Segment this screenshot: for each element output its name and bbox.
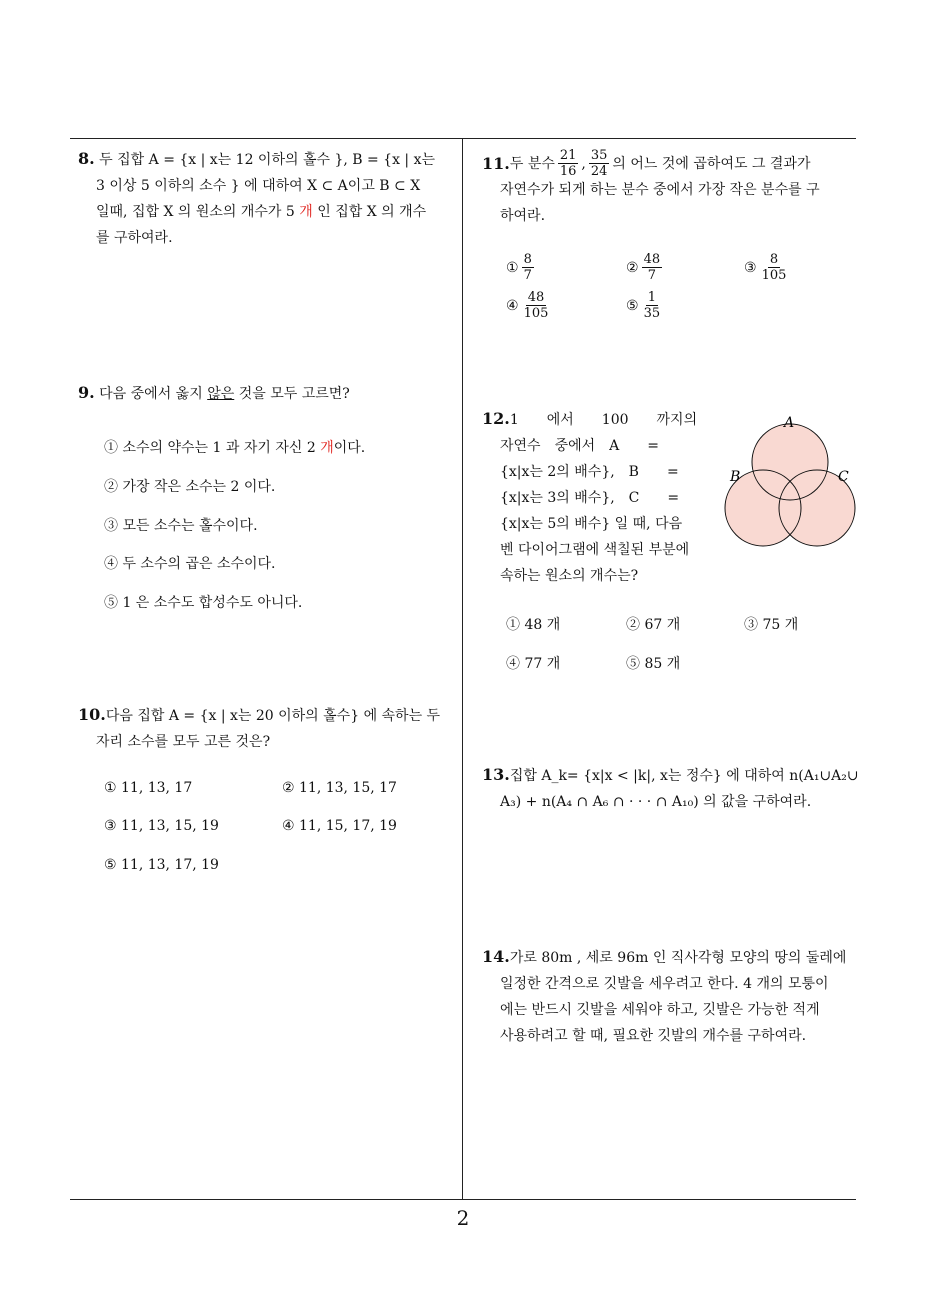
option-1[interactable]: ① $\frac{8}{7}$ — [506, 252, 532, 283]
question-text: 의 어느 것에 곱하여도 그 결과가 — [612, 155, 811, 172]
question-number: 14. — [482, 947, 510, 966]
question-text: 다음 집합 A = {x | x는 20 이하의 홀수} 에 속하는 두 — [105, 708, 441, 724]
option-1[interactable]: ① 11, 13, 17 — [104, 780, 193, 796]
option-3[interactable]: ③ 75 개 — [744, 617, 799, 633]
question-text: 사용하려고 할 때, 필요한 깃발의 개수를 구하여라. — [500, 1028, 807, 1044]
option-3[interactable]: ③ 모든 소수는 홀수이다. — [104, 518, 258, 534]
venn-shaded-regions — [725, 424, 855, 546]
question-number: 8. — [78, 149, 95, 168]
top-rule — [70, 138, 856, 139]
option-2[interactable]: ② 11, 13, 15, 17 — [282, 780, 397, 796]
question-text: 두 집합 A = {x | x는 12 이하의 홀수 }, B = {x | x는 — [99, 152, 436, 168]
venn-label-a: A — [784, 415, 795, 431]
option-2[interactable]: ② $\frac{48}{7}$ — [626, 252, 661, 283]
highlight-text: 개 — [320, 440, 334, 456]
question-text: 자연수가 되게 하는 분수 중에서 가장 작은 분수를 구 — [500, 182, 820, 198]
page-number: 2 — [456, 1206, 470, 1230]
fraction: $\frac{35}{24}$ — [590, 148, 608, 179]
underlined-text: 않은 — [207, 386, 235, 402]
question-text: 가로 80m , 세로 96m 인 직사각형 모양의 땅의 둘레에 — [509, 950, 847, 966]
option-4[interactable]: ④ $\frac{48}{105}$ — [506, 290, 549, 321]
venn-label-c: C — [838, 469, 849, 485]
question-8 — [78, 146, 458, 251]
option-4[interactable]: ④ 11, 15, 17, 19 — [282, 818, 397, 834]
question-10 — [78, 702, 458, 755]
option-2[interactable]: ② 67 개 — [626, 617, 681, 633]
question-9 — [78, 380, 458, 407]
option-2[interactable]: ② 가장 작은 소수는 2 이다. — [104, 479, 276, 495]
question-text: 다음 중에서 옳지 — [99, 386, 208, 402]
question-text: 자연수 중에서 A = — [500, 438, 659, 454]
option-3[interactable]: ③ 11, 13, 15, 19 — [104, 818, 219, 834]
bottom-rule — [70, 1199, 856, 1200]
question-text: 벤 다이어그램에 색칠된 부분에 — [500, 542, 690, 558]
question-text: 3 이상 5 이하의 소수 } 에 대하여 X ⊂ A이고 B ⊂ X — [96, 178, 421, 194]
question-text: A₃) + n(A₄ ∩ A₆ ∩ · · · ∩ A₁₀) 의 값을 구하여라. — [500, 794, 812, 810]
question-text: 두 분수 — [509, 155, 555, 172]
question-text: 집합 A_k= {x|x < |k|, x는 정수} 에 대하여 n(A₁∪A₂∪ — [509, 768, 859, 784]
option-1[interactable]: ① 48 개 — [506, 617, 561, 633]
option-5[interactable]: ⑤ 11, 13, 17, 19 — [104, 857, 219, 873]
option-3[interactable]: ③ $\frac{8}{105}$ — [744, 252, 787, 283]
option-4[interactable]: ④ 두 소수의 곱은 소수이다. — [104, 556, 276, 572]
option-5[interactable]: ⑤ 85 개 — [626, 656, 681, 672]
question-text: 것을 모두 고르면? — [234, 386, 350, 402]
highlight-text: 개 — [299, 204, 313, 220]
question-text: 일정한 간격으로 깃발을 세우려고 한다. 4 개의 모퉁이 — [500, 976, 829, 992]
venn-diagram — [718, 410, 862, 560]
question-text: 속하는 원소의 개수는? — [500, 568, 639, 584]
option-5[interactable]: ⑤ 1 은 소수도 합성수도 아니다. — [104, 595, 303, 611]
question-13 — [482, 762, 862, 815]
question-12 — [482, 406, 714, 589]
question-number: 10. — [78, 705, 106, 724]
option-4[interactable]: ④ 77 개 — [506, 656, 561, 672]
fraction: $\frac{21}{16}$ — [559, 148, 577, 179]
question-number: 11. — [482, 153, 510, 173]
question-text: 일때, 집합 X 의 원소의 개수가 5 — [96, 204, 300, 220]
question-text: 를 구하여라. — [96, 230, 173, 246]
question-number: 13. — [482, 765, 510, 784]
question-text: 자리 소수를 모두 고른 것은? — [96, 734, 271, 750]
question-text: {x|x는 2의 배수}, B = — [500, 464, 679, 480]
option-1[interactable]: ① 소수의 약수는 1 과 자기 자신 2 개이다. — [104, 440, 366, 456]
question-text: 하여라. — [500, 208, 546, 224]
question-number: 9. — [78, 383, 95, 402]
question-text: 인 집합 X 의 개수 — [312, 204, 427, 220]
question-text: 1 에서 100 까지의 — [509, 412, 698, 428]
question-text: 에는 반드시 깃발을 세워야 하고, 깃발은 가능한 적게 — [500, 1002, 820, 1018]
venn-label-b: B — [730, 469, 741, 485]
question-text: {x|x는 5의 배수} 일 때, 다음 — [500, 516, 683, 532]
option-5[interactable]: ⑤ $\frac{1}{35}$ — [626, 290, 661, 321]
column-divider — [462, 138, 463, 1200]
question-14 — [482, 944, 862, 1049]
question-text: {x|x는 3의 배수}, C = — [500, 490, 680, 506]
question-11: 11. 두 분수 $\frac{21}{16}$ , $\frac{35}{24}$ 의 어느 것에 곱하여도 그 결과가 자연수가 되게 하는 분수 중에서 가장 작은 분수를 구 하여라. — [482, 148, 862, 229]
question-number: 12. — [482, 409, 510, 428]
